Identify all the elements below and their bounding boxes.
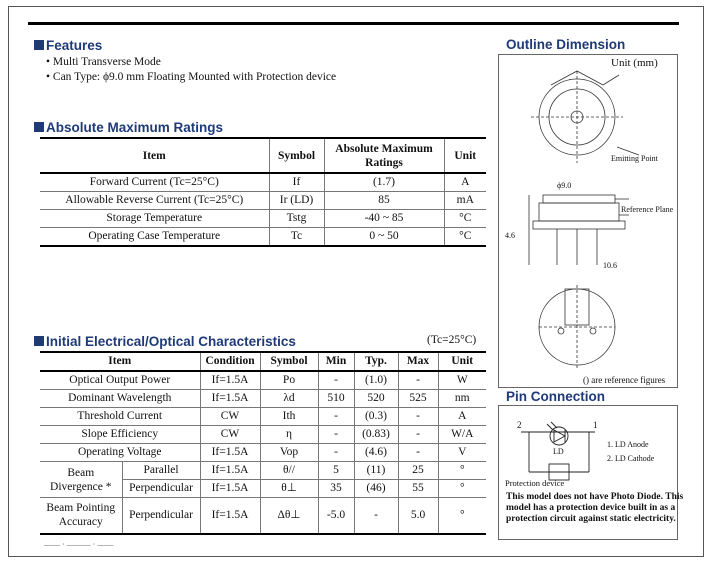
table-cell: W/A [438, 426, 486, 444]
electrical-heading: Initial Electrical/Optical Characteristics [34, 334, 296, 349]
table-cell: CW [200, 426, 260, 444]
table-cell: If [269, 173, 324, 192]
abs-max-table [40, 137, 486, 247]
emitting-point-label: Emitting Point [611, 154, 658, 163]
col-header: Condition [200, 352, 260, 371]
table-cell: If=1.5A [200, 371, 260, 390]
table-cell: -5.0 [318, 498, 354, 534]
table-cell: If=1.5A [200, 390, 260, 408]
table-cell: (1.0) [354, 371, 398, 390]
table-cell: If=1.5A [200, 462, 260, 480]
col-header: Item [40, 352, 200, 371]
table-cell: (1.7) [324, 173, 444, 192]
table-cell: Perpendicular [122, 498, 200, 534]
table-cell: Threshold Current [40, 408, 200, 426]
pin-label: 2. LD Cathode [607, 454, 655, 463]
table-cell: °C [444, 228, 486, 247]
table-row [40, 498, 486, 534]
table-cell: Perpendicular [122, 480, 200, 498]
electrical-table [40, 351, 486, 535]
outline-heading: Outline Dimension [506, 37, 626, 52]
pin-note-text: This model does not have Photo Diode. This model has a protection device built in as a protection circuit against static electricity. [506, 492, 684, 524]
table-row [40, 210, 486, 228]
table-cell: Ir (LD) [269, 192, 324, 210]
table-cell: nm [438, 390, 486, 408]
reference-plane-label: Reference Plane [621, 205, 674, 214]
table-cell: - [398, 408, 438, 426]
table-cell: A [444, 173, 486, 192]
table-row [40, 173, 486, 192]
table-cell: λd [260, 390, 318, 408]
outline-drawing-box [498, 54, 678, 388]
table-row [40, 444, 486, 462]
table-cell: 55 [398, 480, 438, 498]
col-header: Typ. [354, 352, 398, 371]
bullet-square-icon [34, 336, 44, 346]
table-cell: Forward Current (Tc=25°C) [40, 173, 269, 192]
table-cell: W [438, 371, 486, 390]
top-rule [28, 22, 679, 25]
table-cell: θ⊥ [260, 480, 318, 498]
col-header: Unit [438, 352, 486, 371]
ld-label: LD [553, 447, 564, 456]
dimension-label: 10.6 [603, 261, 617, 270]
pin-number: 2 [517, 420, 522, 430]
protection-device-label: Protection device [505, 478, 565, 488]
footnote-fragment: —— · ——— · —— [44, 540, 114, 549]
table-row [40, 408, 486, 426]
table-row [40, 371, 486, 390]
table-cell: - [354, 498, 398, 534]
bullet-square-icon [34, 40, 44, 50]
table-cell: - [318, 426, 354, 444]
reference-note: () are reference figures [583, 375, 666, 385]
table-cell: (4.6) [354, 444, 398, 462]
table-cell: °C [444, 210, 486, 228]
table-row [40, 462, 486, 480]
table-row [40, 192, 486, 210]
table-cell: A [438, 408, 486, 426]
table-cell: 510 [318, 390, 354, 408]
outline-drawing [499, 55, 677, 387]
table-cell: V [438, 444, 486, 462]
dimension-label: ϕ9.0 [557, 181, 572, 190]
pin-heading: Pin Connection [506, 389, 605, 404]
bullet-square-icon [34, 122, 44, 132]
table-cell: - [398, 371, 438, 390]
table-header-row [40, 352, 486, 371]
table-cell: Operating Voltage [40, 444, 200, 462]
table-cell: 525 [398, 390, 438, 408]
table-cell: η [260, 426, 318, 444]
table-cell: 85 [324, 192, 444, 210]
table-row [40, 390, 486, 408]
pin-label: 1. LD Anode [607, 440, 649, 449]
table-cell: Slope Efficiency [40, 426, 200, 444]
table-cell: Allowable Reverse Current (Tc=25°C) [40, 192, 269, 210]
table-cell: Operating Case Temperature [40, 228, 269, 247]
col-header: Item [40, 138, 269, 173]
table-cell: ° [438, 498, 486, 534]
table-cell: mA [444, 192, 486, 210]
table-cell: If=1.5A [200, 498, 260, 534]
abs-max-heading: Absolute Maximum Ratings [34, 120, 223, 135]
col-header: Absolute Maximum Ratings [324, 138, 444, 173]
table-cell: Tstg [269, 210, 324, 228]
dimension-label: 4.6 [505, 231, 515, 240]
beam-pointing-label: Beam Pointing Accuracy [40, 498, 122, 534]
table-cell: - [318, 371, 354, 390]
col-header: Max [398, 352, 438, 371]
table-cell: 0 ~ 50 [324, 228, 444, 247]
table-cell: -40 ~ 85 [324, 210, 444, 228]
condition-note: (Tc=25°C) [427, 334, 477, 346]
table-header-row [40, 138, 486, 173]
table-cell: ° [438, 462, 486, 480]
table-cell: If=1.5A [200, 444, 260, 462]
table-cell: ° [438, 480, 486, 498]
col-header: Min [318, 352, 354, 371]
table-cell: Vop [260, 444, 318, 462]
table-cell: - [398, 426, 438, 444]
col-header: Unit [444, 138, 486, 173]
table-cell: - [318, 444, 354, 462]
col-header: Symbol [269, 138, 324, 173]
table-cell: (0.83) [354, 426, 398, 444]
beam-divergence-label: Beam Divergence * [40, 462, 122, 498]
feature-item: • Can Type: ϕ9.0 mm Floating Mounted with Protection device [46, 71, 337, 83]
table-cell: (11) [354, 462, 398, 480]
col-header: Symbol [260, 352, 318, 371]
table-cell: 25 [398, 462, 438, 480]
table-cell: (0.3) [354, 408, 398, 426]
table-cell: Dominant Wavelength [40, 390, 200, 408]
table-cell: Storage Temperature [40, 210, 269, 228]
table-cell: θ// [260, 462, 318, 480]
table-cell: Ith [260, 408, 318, 426]
table-cell: Po [260, 371, 318, 390]
table-row [40, 228, 486, 247]
outline-unit: Unit (mm) [611, 57, 658, 69]
table-cell: 5 [318, 462, 354, 480]
feature-item: • Multi Transverse Mode [46, 56, 161, 68]
table-cell: (46) [354, 480, 398, 498]
table-cell: Optical Output Power [40, 371, 200, 390]
table-cell: - [398, 444, 438, 462]
table-cell: 5.0 [398, 498, 438, 534]
table-cell: Parallel [122, 462, 200, 480]
table-cell: Δθ⊥ [260, 498, 318, 534]
table-cell: - [318, 408, 354, 426]
table-cell: 520 [354, 390, 398, 408]
table-cell: 35 [318, 480, 354, 498]
table-cell: If=1.5A [200, 480, 260, 498]
table-row [40, 426, 486, 444]
pin-number: 1 [593, 420, 598, 430]
table-cell: Tc [269, 228, 324, 247]
table-cell: CW [200, 408, 260, 426]
features-heading: Features [34, 38, 102, 53]
